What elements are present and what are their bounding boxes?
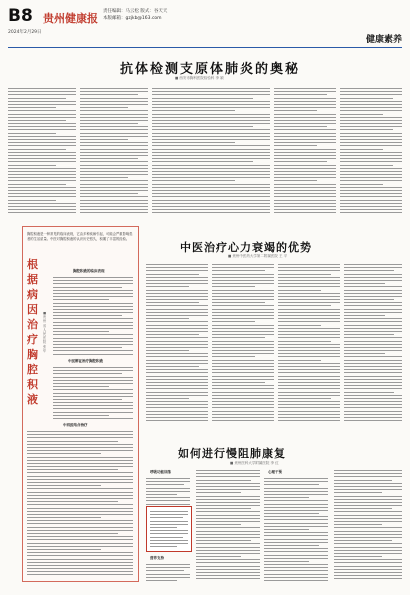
masthead-info-line: 责任编辑：马云松 版式：谷天天 bbox=[103, 9, 168, 14]
text-column bbox=[8, 88, 76, 216]
text-column bbox=[344, 264, 402, 423]
box-subhead: 中西医结合治疗 bbox=[63, 423, 88, 427]
box-text bbox=[53, 367, 133, 421]
text-column bbox=[334, 470, 402, 582]
headline-main: 抗体检测支原体肺炎的奥秘 bbox=[119, 62, 300, 77]
vertical-headline: 根据病因治疗胸腔积液 bbox=[27, 258, 38, 406]
sidebar-article-box bbox=[22, 226, 139, 582]
byline-copd-rehab: ■ 贵州医科大学附属医院 李 红 bbox=[230, 461, 279, 465]
page-date: 2024年2月29日 bbox=[8, 30, 42, 35]
box-intro: 胸腔积液是一种常见的临床表现，它由多种疾病引起，可能会严重影响患者的生活质量。中医对胸腔积液的认识历史悠久，积累了丰富的经验。 bbox=[27, 232, 133, 241]
text-column bbox=[340, 88, 402, 216]
text-column bbox=[146, 478, 190, 507]
text-column bbox=[264, 478, 328, 583]
box-subhead: 胸腔积液的临床表现 bbox=[73, 269, 105, 273]
text-column bbox=[196, 470, 260, 582]
box-text bbox=[150, 511, 188, 549]
section-subhead: 营养支持 bbox=[150, 556, 164, 560]
brand-logo: 贵州健康报 bbox=[43, 12, 98, 25]
text-column bbox=[80, 88, 148, 216]
box-text bbox=[53, 277, 133, 357]
section-subhead: 心理干预 bbox=[268, 470, 282, 474]
text-column bbox=[152, 88, 270, 216]
headline-copd-rehab: 如何进行慢阻肺康复 bbox=[178, 447, 286, 460]
masthead bbox=[8, 6, 402, 46]
masthead-info-line: 本版邮箱：gzjkb@163.com bbox=[103, 16, 162, 21]
text-column bbox=[212, 264, 274, 423]
box-text bbox=[27, 431, 133, 578]
text-column bbox=[274, 88, 336, 216]
text-column bbox=[146, 264, 208, 423]
box-byline: ■ 贵州省人民医院 张 华 bbox=[43, 311, 47, 353]
byline-heart-failure: ■ 贵州中医药大学第二附属医院 王 平 bbox=[228, 254, 288, 258]
page-number: B8 bbox=[8, 6, 33, 26]
text-column bbox=[146, 564, 190, 583]
text-column bbox=[278, 264, 340, 423]
masthead-info bbox=[103, 8, 167, 22]
masthead-rule bbox=[8, 47, 402, 48]
section-subhead: 呼吸功能训练 bbox=[150, 470, 171, 474]
section-name: 健康素养 bbox=[365, 35, 402, 45]
info-box bbox=[146, 506, 192, 552]
box-subhead: 中医辨证治疗胸腔积液 bbox=[68, 359, 103, 363]
headline-heart-failure: 中医治疗心力衰竭的优势 bbox=[180, 241, 312, 254]
byline-main: ■ 西安市胸科医院检验科 李 颖 bbox=[175, 76, 224, 80]
